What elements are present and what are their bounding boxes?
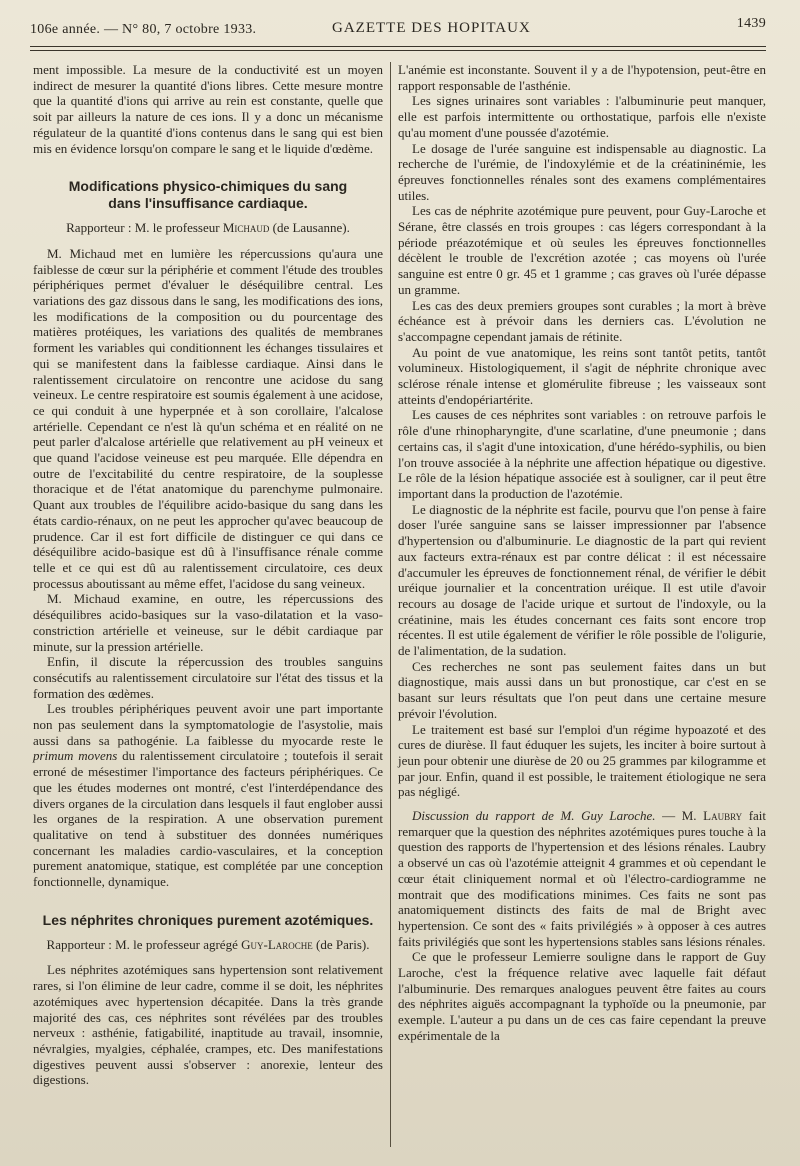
rapporteur-name: Guy-Laroche bbox=[241, 936, 313, 952]
paragraph: Le dosage de l'urée sanguine est indispensable au diagnostic. La recherche de l'urémie, de l'indoxylémie et de la créatininémie, les épreuves fonctionnelles rénales sont des examens complémentaires utiles. bbox=[398, 140, 766, 203]
paragraph: Les cas des deux premiers groupes sont curables ; la mort à brève échéance est à prévoir dans les derniers cas. L'évolution ne s'accompagne cependant jamais de rétinite. bbox=[398, 297, 766, 344]
rapporteur-name: Michaud bbox=[222, 220, 270, 236]
spacer bbox=[398, 800, 766, 808]
right-column bbox=[398, 62, 766, 1044]
discussant-name: Laubry bbox=[703, 808, 743, 824]
paragraph: Les signes urinaires sont variables : l'albuminurie peut manquer, elle est parfois intermittente ou orthostatique, parfois elle n'existe qu'au moment d'une poussée d'azotémie. bbox=[398, 93, 766, 140]
rapporteur-prefix: Rapporteur : M. le professeur bbox=[66, 220, 220, 236]
paragraph: Au point de vue anatomique, les reins sont tantôt petits, tantôt volumineux. Histologiquement, il s'agit de néphrite chronique avec sclérose rénale intense et glomérulite fibreuse ; les vaisseaux sont atteints d'endopériartérite. bbox=[398, 344, 766, 407]
text-run: du ralentissement circulatoire ; toutefois il serait erroné de mésestimer l'importance des facteurs périphériques. Ce que les études modernes ont montré, c'est l'interdépendance des divers organes de la circulation dans lesquels il faut englober aussi les organes de la respiration. A une observation purement qualitative on tend à substituer des données numériques concernant les maladies cardio-vasculaires, et la conception purement anatomique, statique, est complétée par une conception fonctionnelle, dynamique. bbox=[33, 748, 384, 890]
text-run: fait remarquer que la question des néphrites azotémiques pures touche à la question des rapports de l'hypertension et des lésions rénales. Laubry a observé un cas où l'azotémie atteignit 4 grammes et où cependant le cœur était cliniquement normal et où l'électro-cardiogramme ne montrait que des modifications minimes. Ces faits ne sont pas anatomiquement distincts des faits de mal de Bright avec hypertension. Ce sont des « faits privilégiés » à opposer à ces autres faits privilégiés que sont les hypertensions stables sans lésions rénales. bbox=[398, 808, 767, 949]
paragraph: M. Michaud examine, en outre, les répercussions des déséquilibres acido-basiques sur la vaso-dilatation et la vaso-constriction artérielle et veineuse, sur le débit cardiaque par minute, sur la pression artérielle. bbox=[33, 591, 383, 654]
discussion-paragraph bbox=[398, 808, 766, 949]
text-run: Les troubles périphériques peuvent avoir une part importante non pas seulement dans la symptomatologie de l'asystolie, mais aussi dans sa pathogénie. La faiblesse du myocarde reste le bbox=[33, 701, 383, 748]
discussion-heading: Discussion du rapport de M. Guy Laroche. bbox=[412, 808, 656, 824]
page-header bbox=[30, 14, 766, 44]
paragraph: Enfin, il discute la répercussion des troubles sanguins consécutifs au ralentissement circulatoire sur l'état des tissus et la formation des œdèmes. bbox=[33, 654, 383, 701]
paragraph bbox=[33, 701, 383, 889]
section-title-line1: Modifications physico-chimiques du sang bbox=[68, 178, 348, 195]
paragraph: Le traitement est basé sur l'emploi d'un régime hypoazoté et des cures de diurèse. Il faut éduquer les sujets, les inciter à boire surtout à jeun pour obtenir une diurèse de 20 ou 25 grammes par kilogramme et par jour. Enfin, quand il est possible, le traitement étiologique ne sera pas négligé. bbox=[398, 721, 766, 800]
section-title-nephrites: Les néphrites chroniques purement azotémiques. bbox=[42, 911, 374, 928]
rapporteur-suffix: (de Paris). bbox=[316, 936, 370, 952]
rapporteur-suffix: (de Lausanne). bbox=[272, 220, 350, 236]
paragraph: Le diagnostic de la néphrite est facile, pourvu que l'on pense à faire doser l'urée sanguine sans se laisser impressionner par l'absence d'hypertension ou d'albuminurie. Le diagnostic de la part qui revient aux facteurs extra-rénaux est par contre délicat : il est nécessaire d'accumuler les épreuves de fonctionnement rénal, de vérifier le débit uréique journalier et la concentration uréique. Il est utile d'avoir recours au dosage de l'acide urique et surtout de l'indoxyle, ou la créatinine, mais les études concernant ces faits sont encore trop récentes. Il est utile également de vérifier le rôle possible de l'oligurie, de l'alimentation, de la sudation. bbox=[398, 501, 766, 659]
rapporteur-prefix: Rapporteur : M. le professeur agrégé bbox=[46, 936, 238, 952]
left-column bbox=[33, 62, 383, 1088]
header-rule-thick bbox=[30, 46, 766, 47]
paragraph: Les cas de néphrite azotémique pure peuvent, pour Guy-Laroche et Sérane, être classés en trois groupes : cas légers correspondant à la période préazotémique et où seules les épreuves fonctionnelles décèlent le trouble de l'excrétion azotée ; cas moyens où l'urée sanguine est entre 0 gr. 45 et 1 gramme ; cas graves où l'urée dépasse un gramme. bbox=[398, 203, 766, 297]
column-divider bbox=[390, 62, 391, 1147]
section-title-line2: dans l'insuffisance cardiaque. bbox=[108, 195, 308, 212]
paragraph: L'anémie est inconstante. Souvent il y a de l'hypotension, peut-être en rapport responsable de l'asthénie. bbox=[398, 62, 766, 93]
journal-title: GAZETTE DES HOPITAUX bbox=[332, 20, 531, 36]
paragraph: M. Michaud met en lumière les répercussions qu'aura une faiblesse de cœur sur la périphérie et comment l'étude des troubles périphériques permet d'évaluer le déséquilibre central. Les variations des gaz dissous dans le sang, les modifications des ions, les modifications de la composition ou du pourcentage des matières protéiques, les variations des qualités de membranes forment les variables qui conditionnent les échanges tissulaires et qui se manifestent dans la faiblesse cardiaque. Ainsi dans le ralentissement circulatoire on rencontre une acidose du sang veineux. Le centre respiratoire est soumis également à une acidose, ce qui conduit à une hyperpnée et à son corollaire, l'alcalose artérielle. Cependant ce n'est là qu'un schéma et en réalité on ne peut parler d'alcalose artérielle que relativement au pH veineux et que quand l'acidose veineuse est peu marquée. Elle dépendra en outre de l'excitabilité du centre respiratoire, de la souplesse thoracique et de l'état anatomique du parenchyme pulmonaire. Quant aux troubles de l'équilibre acido-basique du sang dans les états cardio-rénaux, on ne peut les approcher qu'avec beaucoup de prudence. Car il est fort difficile de distinguer ce qui dans ce déséquilibre acido-basique est dû à l'insuffisance rénale comme telle et ce qui est dû au ralentissement circulatoire, ces deux processus aboutissant au même effet, l'acidose du sang veineux. bbox=[33, 245, 383, 591]
paragraph: Les néphrites azotémiques sans hypertension sont relativement rares, si l'on élimine de leur cadre, comme il se doit, les néphrites azotémiques avec hypertension décapitée. Dans la très grande majorité des cas, ces néphrites sont révélées par des troubles nerveux : asthénie, fatigabilité, inaptitude au travail, insomnie, névralgies, myalgies, céphalée, crampes, etc. Des manifestations digestives peuvent aussi s'observer : anorexie, lenteur des digestions. bbox=[33, 962, 383, 1088]
paragraph-intro: ment impossible. La mesure de la conductivité est un moyen indirect de mesurer la quantité d'ions libres. Cette mesure montre que la quantité d'ions qui arrive au rein est constante, quelle que soit par ailleurs la nature de ces ions. Il y a donc un mécanisme régulateur de la quantité d'ions contenus dans le sang qui est bien mis en évidence lorsqu'on compare le sang et le liquide d'œdème. bbox=[33, 62, 383, 156]
rapporteur-line bbox=[33, 937, 383, 953]
section-title-physico-chimiques bbox=[33, 178, 383, 212]
latin-term: primum movens bbox=[33, 748, 118, 764]
header-rule-thin bbox=[30, 50, 766, 51]
paragraph: Ce que le professeur Lemierre souligne dans le rapport de Guy Laroche, c'est la fréquence relative avec laquelle fait défaut l'albuminurie. Des remarques analogues peuvent être faites au cours des néphrites aiguës accompagnant la typhoïde ou la pneumonie, par exemple. L'auteur a pu dans un de ces cas faire cependant la preuve expérimentale de la bbox=[398, 949, 766, 1043]
page-number: 1439 bbox=[736, 16, 766, 31]
issue-line: 106e année. — N° 80, 7 octobre 1933. bbox=[30, 22, 257, 37]
text-run: — M. bbox=[662, 808, 697, 824]
paragraph: Les causes de ces néphrites sont variables : on retrouve parfois le rôle d'une rhinopharyngite, d'une scarlatine, d'une pneumonie ; dans certains cas, il s'agit d'une intoxication, d'une hérédo-syphilis, ou bien l'on trouve associée à la néphrite une affection hépatique ou digestive. Le rôle de la lésion hépatique associée est à souligner, car il peut être important dans la production de l'azotémie. bbox=[398, 407, 766, 501]
paragraph: Ces recherches ne sont pas seulement faites dans un but diagnostique, mais aussi dans un but pronostique, car c'est en se basant sur leurs résultats que l'on peut dans une certaine mesure prévoir l'évolution. bbox=[398, 658, 766, 721]
rapporteur-line bbox=[33, 220, 383, 236]
